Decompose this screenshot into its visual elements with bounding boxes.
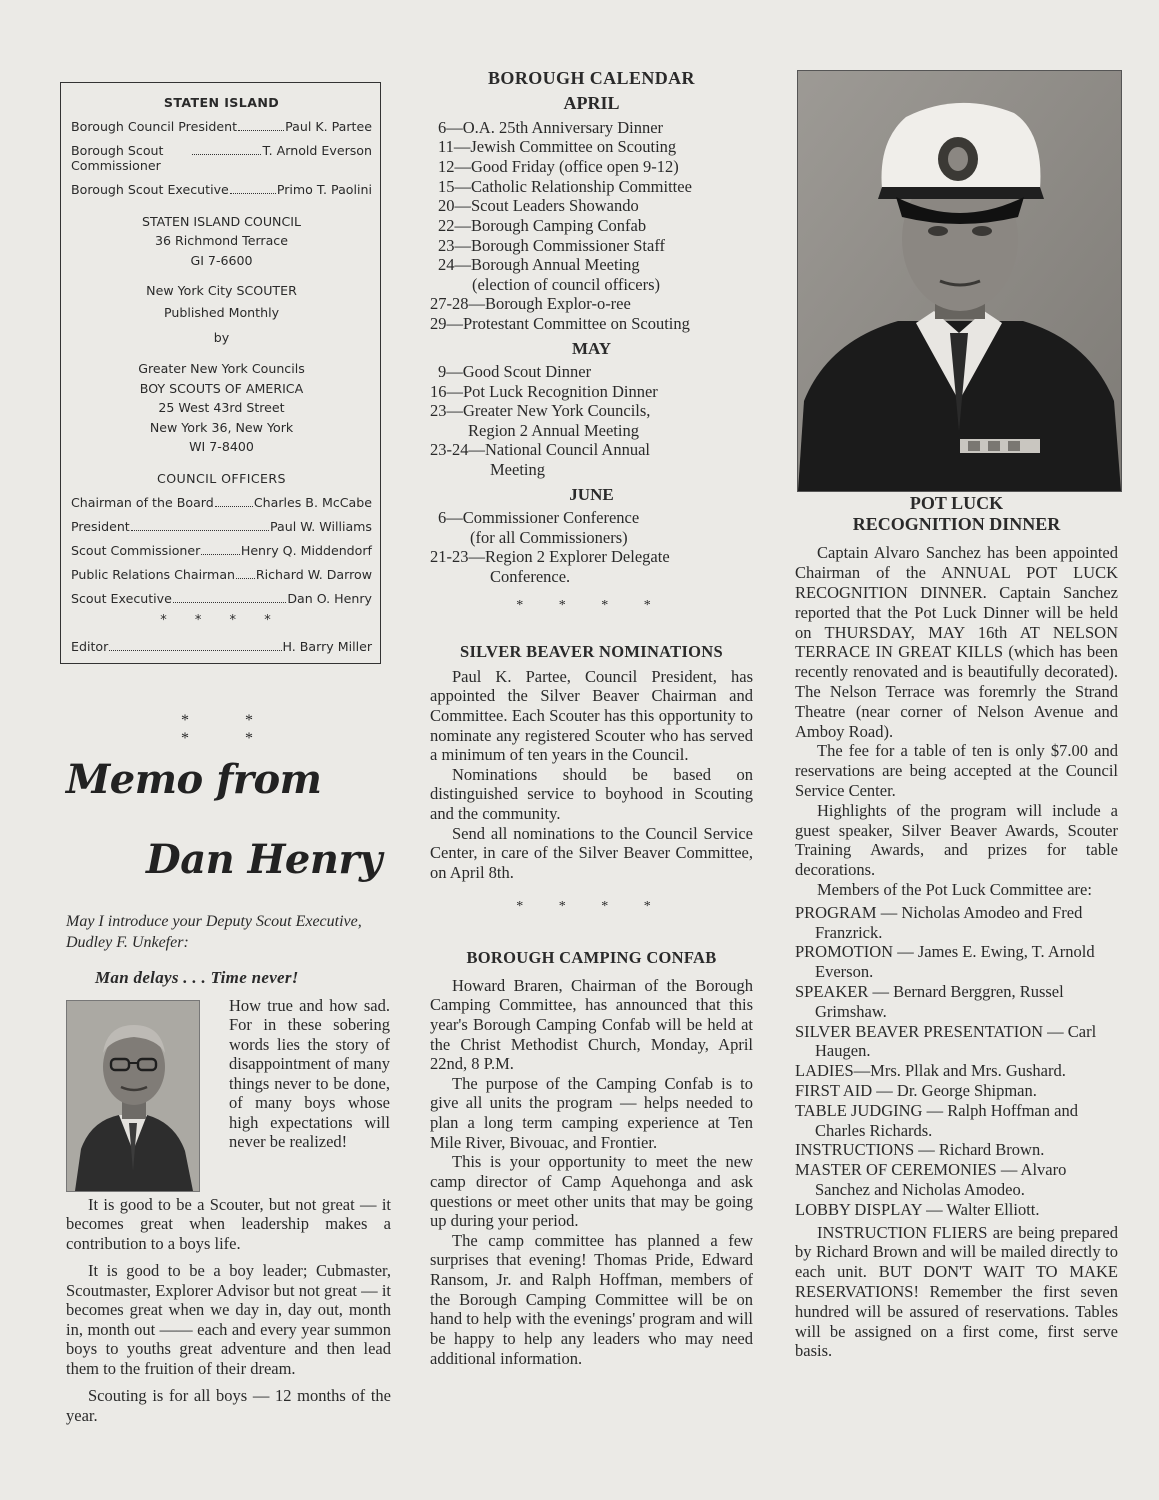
officer-name: Richard W. Darrow [255, 567, 372, 583]
editor-name: H. Barry Miller [282, 639, 372, 655]
leader-dots [173, 594, 286, 603]
pot-luck-paragraph: Highlights of the program will include a guest speaker, Silver Beaver Awards, Scouter Training Awards, and prizes for table decorations. [795, 800, 1118, 880]
camping-paragraph: The purpose of the Camping Confab is to give all units the program — helps needed to plan a long term camping experience at Ten Mile River, Bivouac, and Frontier. [430, 1073, 753, 1152]
memo-paragraph: It is good to be a Scouter, but not great — it becomes great when leadership makes a contribution to a boys life. [66, 1195, 391, 1253]
pot-luck-closing: INSTRUCTION FLIERS are being prepared by Richard Brown and will be mailed directly to each unit. BUT DON'T WAIT TO MAKE RESERVATIONS! Remember the first seven hundred will be assured of reservations. Tables will be assigned on a first come, first serve basis. [795, 1222, 1118, 1361]
calendar-item: 27-28—Borough Explor-o-ree [430, 294, 631, 314]
officer-role: Public Relations Chairman [71, 567, 236, 583]
leader-dots [192, 146, 261, 155]
leader-dots [201, 546, 240, 555]
masthead-row [71, 119, 372, 134]
calendar-item: 24—Borough Annual Meeting [438, 255, 640, 275]
officer-role: President [71, 518, 130, 534]
silver-beaver-section [430, 642, 753, 915]
editor-label: Editor [71, 639, 109, 655]
calendar-stars: * * * * [516, 598, 667, 614]
calendar-title: BOROUGH CALENDAR [488, 68, 695, 88]
officer-name: Paul W. Williams [270, 518, 372, 534]
calendar-item: 23-24—National Council Annual [430, 440, 650, 460]
pot-luck-paragraph: Members of the Pot Luck Committee are: [817, 880, 1092, 900]
leader-dots [230, 185, 276, 194]
camping-paragraph: Howard Braren, Chairman of the Borough Camping Committee, has announced that this year's Borough Camping Confab will be held at the Christ Methodist Church, Monday, April 22nd, 8 P.M. [430, 975, 753, 1074]
org-line: Greater New York Councils [138, 361, 305, 377]
portrait-photo-large [797, 70, 1122, 492]
council-address-block [71, 212, 372, 271]
masthead-stars: * * * * [160, 613, 283, 629]
pot-luck-section [795, 493, 1118, 1361]
portrait-photo-small [66, 1000, 200, 1192]
masthead-row-label: Borough Scout Commissioner [71, 143, 164, 174]
officer-row [71, 567, 372, 582]
leader-dots [109, 642, 281, 651]
memo-body [66, 1195, 391, 1433]
calendar-may-label: MAY [571, 338, 612, 358]
calendar-item: 22—Borough Camping Confab [438, 215, 647, 235]
calendar-item: 6—O.A. 25th Anniversary Dinner [438, 117, 664, 137]
memo-paragraph: It is good to be a boy leader; Cubmaster, Scoutmaster, Explorer Advisor but not great — it becomes great when we day in, day out, month in, month out —— each and every year summon boys to youths great adventure and then lead them to the fruition of their dream. [66, 1261, 391, 1378]
leader-dots [236, 570, 255, 579]
officer-row [71, 495, 372, 510]
memo-intro: May I introduce your Deputy Scout Executive, Dudley F. Unkefer: [66, 913, 362, 951]
council-street: 36 Richmond Terrace [155, 233, 288, 249]
memo-howtrue: How true and how sad. For in these sobering words lies the story of disappointment of many things never to be done, of many boys whose high expectations will never be realized! [229, 996, 390, 1152]
camping-paragraph: The camp committee has planned a few surprises that evening! Thomas Pride, Edward Ransom, Jr. and Ralph Hoffman, members of the Borough Camping Committee will be on hand to help with the evenings' program and will be happy to help any leaders who may need additional information. [430, 1230, 753, 1368]
memo-paragraph: Scouting is for all boys — 12 months of the year. [66, 1386, 391, 1425]
committee-item: FIRST AID — Dr. George Shipman. [795, 1080, 1037, 1100]
pot-luck-title-line1: POT LUCK [909, 493, 1004, 513]
camping-title: BOROUGH CAMPING CONFAB [466, 948, 717, 967]
officer-row [71, 519, 372, 534]
memo-subhead: Man delays . . . Time never! [95, 968, 299, 987]
council-phone: GI 7-6600 [190, 252, 253, 268]
masthead-row-value: T. Arnold Everson [262, 143, 372, 159]
org-address-block [71, 359, 372, 457]
silver-beaver-paragraph: Nominations should be based on distinguished service to boyhood in Scouting and the community. [430, 764, 753, 823]
org-line: New York 36, New York [149, 419, 294, 435]
calendar-item: 23—Greater New York Councils, [430, 401, 651, 421]
calendar-item: 11—Jewish Committee on Scouting [438, 137, 677, 157]
officer-name: Charles B. McCabe [253, 494, 372, 510]
committee-item: SILVER BEAVER PRESENTATION — Carl Haugen. [795, 1021, 1097, 1061]
officer-role: Scout Commissioner [71, 543, 201, 559]
silver-beaver-stars: * * * * [516, 898, 667, 914]
officer-name: Henry Q. Middendorf [240, 543, 372, 559]
pot-luck-paragraph: The fee for a table of ten is only $7.00 and reservations are being accepted at the Council Service Center. [795, 741, 1118, 801]
calendar-april-label: APRIL [563, 93, 620, 114]
committee-item: SPEAKER — Bernard Berggren, Russel Grimshaw. [795, 982, 1064, 1021]
officer-role: Chairman of the Board [71, 494, 214, 510]
committee-item: PROMOTION — James E. Ewing, T. Arnold Everson. [795, 942, 1095, 982]
calendar-item: 15—Catholic Relationship Committee [438, 176, 692, 196]
committee-item: MASTER OF CEREMONIES — Alvaro Sanchez and Nicholas Amodeo. [795, 1160, 1067, 1199]
masthead-row-value: Primo T. Paolini [276, 182, 372, 198]
portrait-small-svg [67, 1001, 199, 1191]
calendar-item: 12—Good Friday (office open 9-12) [438, 157, 679, 177]
editor-row [71, 639, 372, 654]
masthead-box [60, 82, 381, 664]
publication-by: by [213, 330, 230, 346]
masthead-row-value: Paul K. Partee [285, 119, 372, 135]
publication-name: New York City SCOUTER [146, 283, 297, 299]
committee-item: TABLE JUDGING — Ralph Hoffman and Charles Richards. [795, 1100, 1078, 1140]
camping-section [430, 948, 753, 1368]
calendar-item-cont: Meeting [490, 460, 545, 480]
officer-row [71, 543, 372, 558]
pot-luck-title-line2: RECOGNITION DINNER [852, 514, 1061, 535]
calendar-item-note: (election of council officers) [472, 274, 660, 294]
publication-block [71, 280, 372, 349]
portrait-large-svg [798, 71, 1121, 491]
camping-paragraph: This is your opportunity to meet the new camp director of Camp Aquehonga and ask questions or meet other units that may be going up during your period. [430, 1152, 753, 1231]
committee-item: INSTRUCTIONS — Richard Brown. [795, 1140, 1045, 1160]
council-name: STATEN ISLAND COUNCIL [141, 213, 302, 229]
masthead-row-label: Borough Scout Executive [71, 182, 229, 198]
calendar-item: 23—Borough Commissioner Staff [438, 235, 666, 255]
leader-dots [238, 122, 284, 131]
masthead-row [71, 182, 372, 197]
calendar-item: 16—Pot Luck Recognition Dinner [430, 381, 658, 401]
committee-item: LOBBY DISPLAY — Walter Elliott. [795, 1199, 1040, 1219]
masthead-title: STATEN ISLAND [163, 95, 280, 110]
calendar-item-cont: Region 2 Annual Meeting [468, 420, 639, 440]
publication-frequency: Published Monthly [163, 305, 280, 321]
borough-calendar [430, 68, 753, 615]
calendar-item-cont: (for all Commissioners) [470, 527, 628, 547]
memo-title-line1: Memo from [66, 756, 322, 803]
calendar-item: 6—Commissioner Conference [438, 507, 640, 527]
silver-beaver-paragraph: Send all nominations to the Council Service Center, in care of the Silver Beaver Committee, on April 8th. [430, 823, 753, 882]
org-line: WI 7-8400 [189, 439, 254, 455]
officer-row [71, 591, 372, 606]
masthead-row [71, 143, 372, 173]
calendar-item-cont: Conference. [490, 566, 571, 586]
memo-stars: * * * * [181, 712, 279, 747]
calendar-june-label: JUNE [569, 484, 614, 504]
org-line: BOY SCOUTS OF AMERICA [139, 380, 304, 396]
calendar-item: 9—Good Scout Dinner [438, 361, 592, 381]
leader-dots [215, 498, 253, 507]
calendar-item: 20—Scout Leaders Showando [438, 196, 639, 216]
leader-dots [131, 522, 269, 531]
officers-title: COUNCIL OFFICERS [157, 470, 286, 486]
officer-name: Dan O. Henry [287, 591, 372, 607]
calendar-item: 29—Protestant Committee on Scouting [430, 314, 690, 334]
silver-beaver-title: SILVER BEAVER NOMINATIONS [459, 642, 724, 661]
memo-title-line2: Dan Henry [146, 836, 382, 883]
pot-luck-paragraph: Captain Alvaro Sanchez has been appointed Chairman of the ANNUAL POT LUCK RECOGNITION DINNER. Captain Sanchez reported that the Pot Luck Dinner will be held on THURSDAY, MAY 16th AT NELSON TERRACE IN GREAT KILLS (which has been recently renovated and is beautifully decorated). The Nelson Terrace was foremrly the Strand Theatre (near corner of Nelson Avenue and Amboy Road). [795, 543, 1118, 741]
org-line: 25 West 43rd Street [158, 400, 285, 416]
committee-item: PROGRAM — Nicholas Amodeo and Fred Franzrick. [795, 902, 1083, 942]
masthead-row-label: Borough Council President [71, 119, 238, 135]
silver-beaver-paragraph: Paul K. Partee, Council President, has appointed the Silver Beaver Chairman and Committee. Each Scouter has this opportunity to nominate any registered Scouter who has served a minimum of ten years in the Council. [430, 666, 753, 765]
committee-item: LADIES—Mrs. Pllak and Mrs. Gushard. [795, 1061, 1066, 1081]
officer-role: Scout Executive [71, 591, 172, 607]
calendar-item: 21-23—Region 2 Explorer Delegate [430, 547, 670, 567]
